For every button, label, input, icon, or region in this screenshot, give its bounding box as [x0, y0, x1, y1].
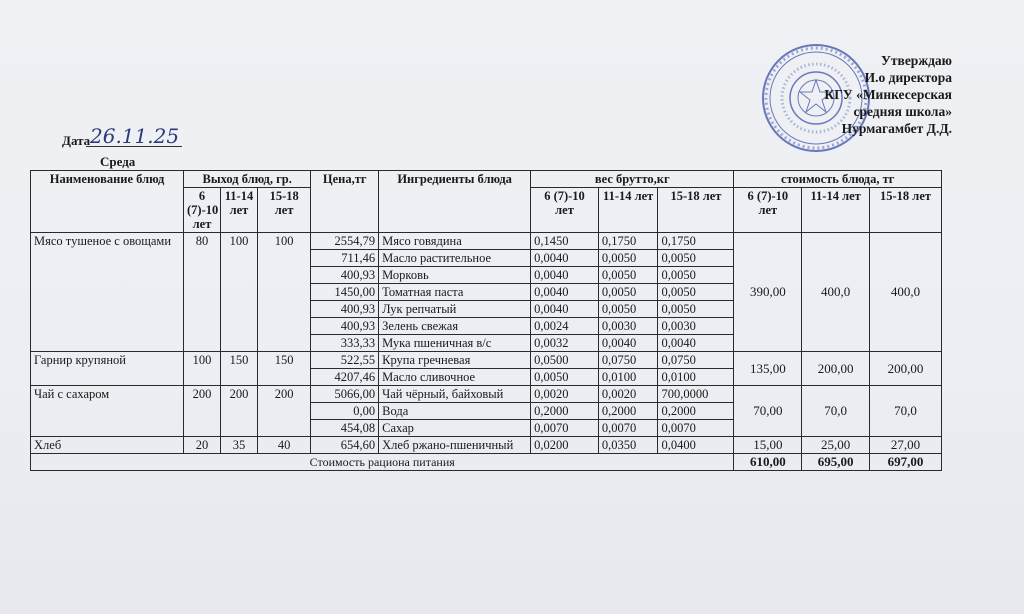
date-handwritten-value: 26.11.25: [90, 124, 180, 148]
ingredient-weight: 0,0050: [598, 250, 658, 267]
header-dish-name: Наименование блюд: [31, 171, 184, 233]
ingredient-weight: 0,0040: [531, 284, 599, 301]
ingredient-name: Чай чёрный, байховый: [379, 386, 531, 403]
header-price: Цена,тг: [311, 171, 379, 233]
ingredient-weight: 0,0040: [531, 250, 599, 267]
ingredient-name: Масло сливочное: [379, 369, 531, 386]
yield-age-header: 6 (7)-10 лет: [184, 188, 221, 233]
ingredient-weight: 0,0200: [531, 437, 599, 454]
dish-yield: 150: [220, 352, 257, 386]
ingredient-name: Мясо говядина: [379, 233, 531, 250]
ingredient-name: Мука пшеничная в/с: [379, 335, 531, 352]
dish-name: Мясо тушеное с овощами: [31, 233, 184, 352]
total-value: 610,00: [734, 454, 802, 471]
approval-block: [824, 52, 952, 137]
total-value: 695,00: [802, 454, 870, 471]
approval-line: средняя школа»: [853, 104, 952, 119]
ingredient-weight: 0,0050: [598, 284, 658, 301]
ingredient-weight: 0,0040: [531, 267, 599, 284]
weight-age-header: 15-18 лет: [658, 188, 734, 233]
ingredient-price: 5066,00: [311, 386, 379, 403]
ingredient-name: Зелень свежая: [379, 318, 531, 335]
date-underline: [86, 146, 182, 147]
ingredient-weight: 0,0400: [658, 437, 734, 454]
ingredient-price: 333,33: [311, 335, 379, 352]
ingredient-weight: 0,0040: [531, 301, 599, 318]
ingredient-weight: 0,0500: [531, 352, 599, 369]
cost-age-header: 15-18 лет: [870, 188, 942, 233]
ingredient-name: Крупа гречневая: [379, 352, 531, 369]
ingredient-weight: 0,2000: [531, 403, 599, 420]
ingredient-weight: 0,0050: [598, 301, 658, 318]
table-row: [31, 386, 942, 403]
ingredient-weight: 0,0020: [531, 386, 599, 403]
ingredient-weight: 0,0070: [531, 420, 599, 437]
weekday-label: Среда: [100, 154, 136, 169]
cost-age-header: 6 (7)-10 лет: [734, 188, 802, 233]
ingredient-weight: 0,1750: [658, 233, 734, 250]
approval-line: И.о директора: [864, 70, 952, 85]
ingredient-weight: 0,0070: [598, 420, 658, 437]
ingredient-price: 2554,79: [311, 233, 379, 250]
ingredient-name: Вода: [379, 403, 531, 420]
dish-yield: 100: [220, 233, 257, 352]
dish-yield: 200: [184, 386, 221, 437]
yield-age-header: 15-18 лет: [257, 188, 310, 233]
ingredient-weight: 0,0050: [658, 250, 734, 267]
menu-table: [30, 170, 942, 471]
ingredient-name: Морковь: [379, 267, 531, 284]
total-row: [31, 454, 942, 471]
dish-name: Хлеб: [31, 437, 184, 454]
dish-yield: 200: [220, 386, 257, 437]
ingredient-weight: 0,0070: [658, 420, 734, 437]
ingredient-price: 522,55: [311, 352, 379, 369]
header-ingredients: Ингредиенты блюда: [379, 171, 531, 233]
ingredient-weight: 0,2000: [598, 403, 658, 420]
ingredient-weight: 700,0000: [658, 386, 734, 403]
dish-cost: 400,0: [802, 233, 870, 352]
table-row: [31, 352, 942, 369]
dish-yield: 200: [257, 386, 310, 437]
total-label: Стоимость рациона питания: [31, 454, 734, 471]
ingredient-weight: 0,0750: [658, 352, 734, 369]
ingredient-price: 400,93: [311, 318, 379, 335]
dish-yield: 80: [184, 233, 221, 352]
ingredient-weight: 0,0032: [531, 335, 599, 352]
yield-age-header: 11-14 лет: [220, 188, 257, 233]
ingredient-weight: 0,0050: [658, 267, 734, 284]
ingredient-name: Сахар: [379, 420, 531, 437]
dish-cost: 70,0: [870, 386, 942, 437]
date-label: Дата: [62, 133, 91, 148]
approval-line: Утверждаю: [880, 53, 952, 68]
dish-cost: 390,00: [734, 233, 802, 352]
dish-yield: 35: [220, 437, 257, 454]
total-value: 697,00: [870, 454, 942, 471]
ingredient-price: 711,46: [311, 250, 379, 267]
dish-cost: 25,00: [802, 437, 870, 454]
ingredient-weight: 0,0030: [598, 318, 658, 335]
ingredient-weight: 0,0040: [598, 335, 658, 352]
header-gross-weight: вес брутто,кг: [531, 171, 734, 188]
weight-age-header: 6 (7)-10 лет: [531, 188, 599, 233]
ingredient-weight: 0,0750: [598, 352, 658, 369]
dish-cost: 70,0: [802, 386, 870, 437]
ingredient-weight: 0,0100: [598, 369, 658, 386]
dish-cost: 400,0: [870, 233, 942, 352]
dish-name: Гарнир крупяной: [31, 352, 184, 386]
dish-yield: 100: [257, 233, 310, 352]
table-row: [31, 437, 942, 454]
ingredient-weight: 0,0024: [531, 318, 599, 335]
ingredient-price: 1450,00: [311, 284, 379, 301]
ingredient-price: 400,93: [311, 301, 379, 318]
ingredient-name: Лук репчатый: [379, 301, 531, 318]
ingredient-weight: 0,1750: [598, 233, 658, 250]
dish-cost: 15,00: [734, 437, 802, 454]
ingredient-name: Масло растительное: [379, 250, 531, 267]
ingredient-price: 4207,46: [311, 369, 379, 386]
ingredient-name: Хлеб ржано-пшеничный: [379, 437, 531, 454]
dish-yield: 20: [184, 437, 221, 454]
dish-cost: 200,00: [802, 352, 870, 386]
dish-name: Чай с сахаром: [31, 386, 184, 437]
ingredient-weight: 0,0050: [658, 301, 734, 318]
header-yield: Выход блюд, гр.: [184, 171, 311, 188]
ingredient-price: 400,93: [311, 267, 379, 284]
ingredient-weight: 0,0020: [598, 386, 658, 403]
ingredient-weight: 0,0050: [531, 369, 599, 386]
dish-cost: 27,00: [870, 437, 942, 454]
ingredient-weight: 0,0100: [658, 369, 734, 386]
ingredient-price: 654,60: [311, 437, 379, 454]
dish-yield: 100: [184, 352, 221, 386]
ingredient-weight: 0,1450: [531, 233, 599, 250]
ingredient-price: 0,00: [311, 403, 379, 420]
ingredient-weight: 0,2000: [658, 403, 734, 420]
approval-line: Нурмагамбет Д.Д.: [841, 121, 952, 136]
ingredient-name: Томатная паста: [379, 284, 531, 301]
approval-line: КГУ «Минкесерская: [824, 87, 952, 102]
dish-cost: 200,00: [870, 352, 942, 386]
header-dish-cost: стоимость блюда, тг: [734, 171, 942, 188]
ingredient-price: 454,08: [311, 420, 379, 437]
ingredient-weight: 0,0040: [658, 335, 734, 352]
dish-cost: 70,00: [734, 386, 802, 437]
header-row: [31, 171, 942, 188]
dish-yield: 150: [257, 352, 310, 386]
cost-age-header: 11-14 лет: [802, 188, 870, 233]
ingredient-weight: 0,0050: [658, 284, 734, 301]
dish-cost: 135,00: [734, 352, 802, 386]
ingredient-weight: 0,0350: [598, 437, 658, 454]
ingredient-weight: 0,0050: [598, 267, 658, 284]
weight-age-header: 11-14 лет: [598, 188, 658, 233]
dish-yield: 40: [257, 437, 310, 454]
table-row: [31, 233, 942, 250]
ingredient-weight: 0,0030: [658, 318, 734, 335]
